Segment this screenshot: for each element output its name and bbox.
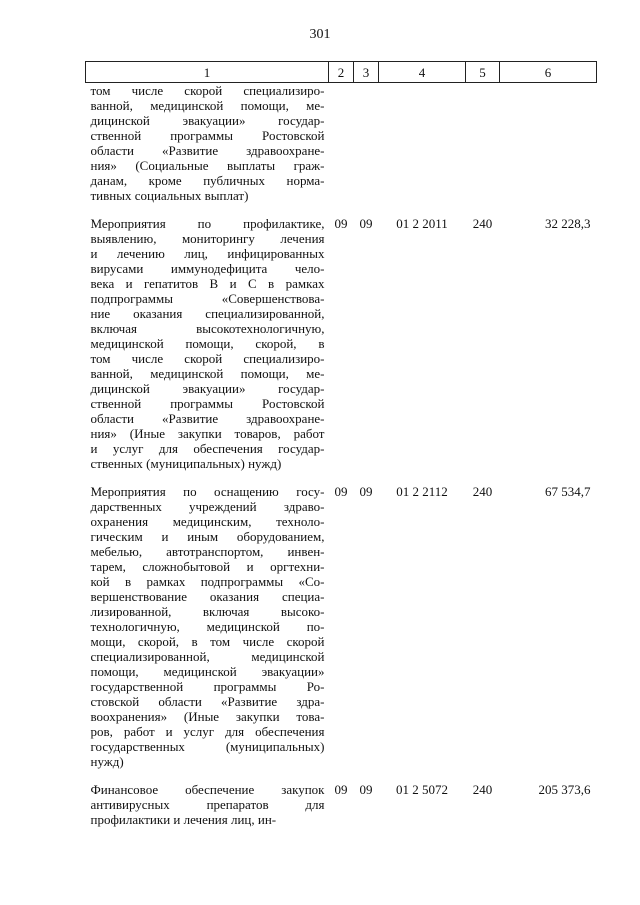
header-col-5: 5 xyxy=(466,62,500,83)
header-col-3: 3 xyxy=(354,62,379,83)
description-line: ственных (муниципальных) нужд) xyxy=(90,456,282,471)
description-line: ванной, медицинской помощи, ме- xyxy=(90,98,325,113)
description-line: Мероприятия по профилактике, xyxy=(90,216,325,231)
target-article-code: 01 2 2112 xyxy=(396,484,448,499)
description-line: том числе скорой специализиро- xyxy=(90,351,325,366)
description-line: том числе скорой специализиро- xyxy=(90,83,325,98)
description-line: тарем, сложнобытовой и оргтехни- xyxy=(90,559,325,574)
amount xyxy=(500,83,597,204)
row-description xyxy=(86,83,329,204)
expense-type-code: 240 xyxy=(472,484,493,499)
description-line: государственных (муниципальных) xyxy=(90,739,325,754)
section-code: 09 xyxy=(334,782,348,797)
description-line: века и гепатитов B и C в рамках xyxy=(90,276,325,291)
page-number: 301 xyxy=(309,27,331,42)
row-description xyxy=(86,203,329,471)
section-code: 09 xyxy=(334,484,348,499)
description-line: дицинской эвакуации» государ- xyxy=(90,113,325,128)
description-line: дицинской эвакуации» государ- xyxy=(90,381,325,396)
row-description xyxy=(86,471,329,769)
description-line: лизированной, включая высоко- xyxy=(90,604,325,619)
row-description xyxy=(86,769,329,827)
amount: 32 228,3 xyxy=(545,216,591,231)
description-line: нужд) xyxy=(90,754,124,769)
description-line: и услуг для обеспечения государ- xyxy=(90,441,325,456)
description-line: ров, работ и услуг для обеспечения xyxy=(90,724,325,739)
description-line: ния» (Иные закупки товаров, работ xyxy=(90,426,325,441)
header-col-1: 1 xyxy=(86,62,329,83)
table-row xyxy=(86,203,597,471)
table-body xyxy=(86,83,597,828)
description-line: ственной программы Ростовской xyxy=(90,396,325,411)
description-line: и лечению лиц, инфицированных xyxy=(90,246,325,261)
description-line: ния» (Социальные выплаты граж- xyxy=(90,158,325,173)
table-row xyxy=(86,769,597,827)
description-line: государственной программы Ро- xyxy=(90,679,325,694)
header-col-6: 6 xyxy=(500,62,597,83)
description-line: стовской области «Развитие здра- xyxy=(90,694,325,709)
description-line: вершенствование оказания специа- xyxy=(90,589,325,604)
description-line: специализированной, медицинской xyxy=(90,649,325,664)
description-line: воохранения» (Иные закупки това- xyxy=(90,709,325,724)
description-line: ственной программы Ростовской xyxy=(90,128,325,143)
description-line: области «Развитие здравоохране- xyxy=(90,143,325,158)
description-line: медицинской помощи, скорой, в xyxy=(90,336,325,351)
description-line: Финансовое обеспечение закупок xyxy=(90,782,325,797)
target-article-code: 01 2 5072 xyxy=(396,782,448,797)
description-line: мебелью, автотранспортом, инвен- xyxy=(90,544,325,559)
description-line: Мероприятия по оснащению госу- xyxy=(90,484,325,499)
expense-type-code: 240 xyxy=(472,216,493,231)
description-line: мощи, скорой, в том числе скорой xyxy=(90,634,325,649)
amount: 67 534,7 xyxy=(545,484,591,499)
target-article-code xyxy=(379,83,466,204)
section-code xyxy=(329,83,354,204)
section-code: 09 xyxy=(334,216,348,231)
expense-type-code xyxy=(466,83,500,204)
description-line: технологичную, медицинской по- xyxy=(90,619,325,634)
description-line: профилактики и лечения лиц, ин- xyxy=(90,812,277,827)
description-line: гическим и иным оборудованием, xyxy=(90,529,325,544)
header-col-2: 2 xyxy=(329,62,354,83)
subsection-code xyxy=(354,83,379,204)
table-header xyxy=(86,62,597,83)
description-line: ние оказания специализированной, xyxy=(90,306,325,321)
description-line: ванной, медицинской помощи, ме- xyxy=(90,366,325,381)
description-line: тивных социальных выплат) xyxy=(90,188,249,203)
table-row xyxy=(86,83,597,204)
description-line: вирусами иммунодефицита чело- xyxy=(90,261,325,276)
subsection-code: 09 xyxy=(359,484,373,499)
description-line: кой в рамках подпрограммы «Со- xyxy=(90,574,325,589)
budget-table xyxy=(85,61,597,827)
description-line: включая высокотехнологичную, xyxy=(90,321,325,336)
description-line: выявлению, мониторингу лечения xyxy=(90,231,325,246)
description-line: данам, кроме публичных норма- xyxy=(90,173,325,188)
target-article-code: 01 2 2011 xyxy=(396,216,448,231)
subsection-code: 09 xyxy=(359,216,373,231)
description-line: помощи, медицинской эвакуации» xyxy=(90,664,325,679)
description-line: охранения медицинским, техноло- xyxy=(90,514,325,529)
amount: 205 373,6 xyxy=(538,782,591,797)
description-line: антивирусных препаратов для xyxy=(90,797,325,812)
table-row xyxy=(86,471,597,769)
header-col-4: 4 xyxy=(379,62,466,83)
description-line: дарственных учреждений здраво- xyxy=(90,499,325,514)
description-line: области «Развитие здравоохране- xyxy=(90,411,325,426)
description-line: подпрограммы «Совершенствова- xyxy=(90,291,325,306)
subsection-code: 09 xyxy=(359,782,373,797)
expense-type-code: 240 xyxy=(472,782,493,797)
